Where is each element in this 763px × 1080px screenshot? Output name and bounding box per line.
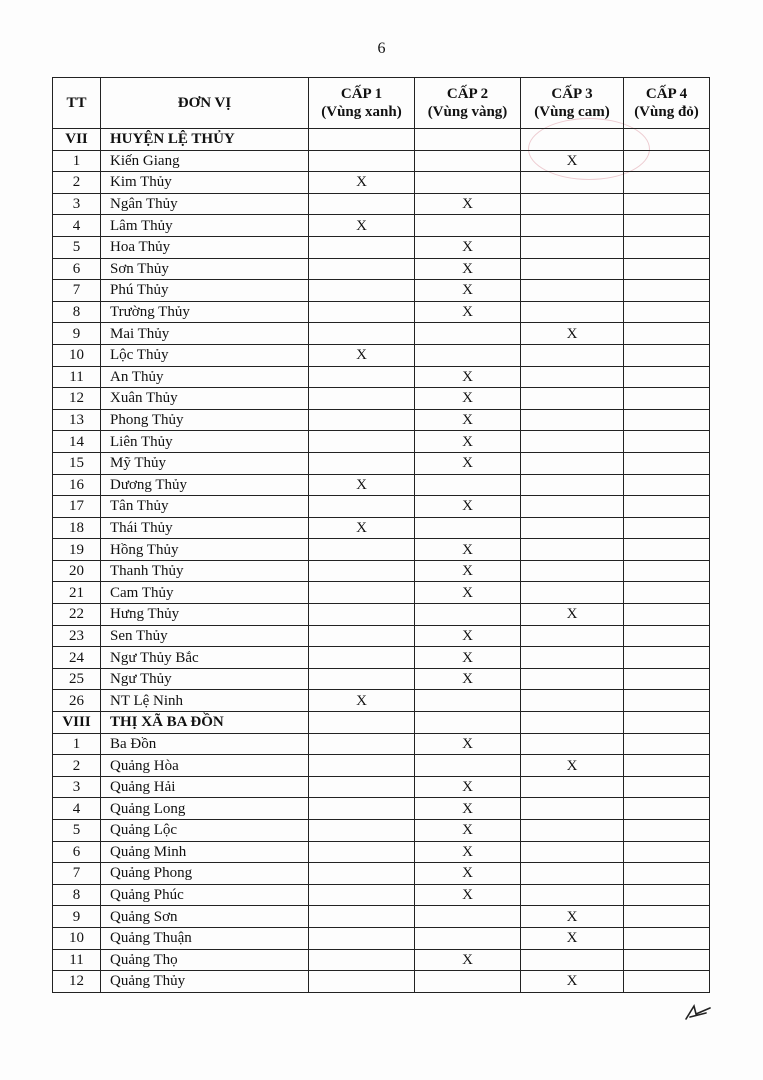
level-2-cell: [415, 474, 521, 496]
level-3-cell: [521, 517, 624, 539]
unit-name: Quảng Long: [101, 798, 309, 820]
level-3-cell: [521, 625, 624, 647]
level-2-cell: X: [415, 388, 521, 410]
table-row: [53, 668, 710, 690]
table-row: [53, 971, 710, 993]
table-row: [53, 150, 710, 172]
table-row: [53, 733, 710, 755]
level-1-cell: [309, 582, 415, 604]
level-3-cell: [521, 172, 624, 194]
level-4-cell: [624, 668, 710, 690]
table-row: [53, 236, 710, 258]
level-4-cell: [624, 841, 710, 863]
header-level-4-sub: (Vùng đỏ): [634, 104, 699, 120]
level-4-cell: [624, 625, 710, 647]
unit-name: Quảng Thủy: [101, 971, 309, 993]
row-number: 6: [53, 258, 101, 280]
level-1-cell: [309, 560, 415, 582]
level-1-cell: [309, 129, 415, 151]
level-2-cell: [415, 690, 521, 712]
table-body: [53, 129, 710, 993]
level-2-cell: X: [415, 258, 521, 280]
level-3-cell: X: [521, 150, 624, 172]
header-level-1-title: CẤP 1: [340, 86, 383, 102]
row-number: 1: [53, 733, 101, 755]
row-number: 6: [53, 841, 101, 863]
row-number: 9: [53, 323, 101, 345]
level-4-cell: [624, 690, 710, 712]
row-number: 23: [53, 625, 101, 647]
row-number: 2: [53, 172, 101, 194]
level-1-cell: [309, 820, 415, 842]
unit-name: Ngư Thủy: [101, 668, 309, 690]
level-1-cell: [309, 949, 415, 971]
level-4-cell: [624, 776, 710, 798]
level-4-cell: [624, 906, 710, 928]
level-2-cell: X: [415, 280, 521, 302]
table-row: [53, 301, 710, 323]
unit-name: Quảng Thuận: [101, 927, 309, 949]
unit-name: Trường Thủy: [101, 301, 309, 323]
section-row: [53, 712, 710, 734]
unit-name: Hồng Thủy: [101, 539, 309, 561]
level-3-cell: [521, 776, 624, 798]
level-4-cell: [624, 949, 710, 971]
unit-name: NT Lệ Ninh: [101, 690, 309, 712]
level-3-cell: [521, 431, 624, 453]
header-level-2-title: CẤP 2: [446, 86, 489, 102]
table-row: [53, 841, 710, 863]
level-4-cell: [624, 884, 710, 906]
level-4-cell: [624, 582, 710, 604]
unit-name: Tân Thủy: [101, 496, 309, 518]
level-3-cell: [521, 884, 624, 906]
unit-name: Mỹ Thủy: [101, 452, 309, 474]
level-4-cell: [624, 129, 710, 151]
unit-name: Thái Thủy: [101, 517, 309, 539]
level-3-cell: [521, 949, 624, 971]
header-level-3-sub: (Vùng cam): [534, 104, 610, 120]
level-3-cell: [521, 474, 624, 496]
level-2-cell: [415, 150, 521, 172]
level-4-cell: [624, 517, 710, 539]
level-1-cell: [309, 668, 415, 690]
level-1-cell: [309, 280, 415, 302]
level-1-cell: [309, 323, 415, 345]
header-level-4: [624, 78, 710, 129]
table-row: [53, 776, 710, 798]
level-1-cell: [309, 604, 415, 626]
level-4-cell: [624, 323, 710, 345]
level-3-cell: [521, 582, 624, 604]
row-number: 14: [53, 431, 101, 453]
section-row: [53, 129, 710, 151]
level-3-cell: [521, 366, 624, 388]
level-1-cell: [309, 236, 415, 258]
unit-name: Phong Thủy: [101, 409, 309, 431]
level-4-cell: [624, 258, 710, 280]
header-level-2: [415, 78, 521, 129]
table-row: [53, 604, 710, 626]
table-row: [53, 366, 710, 388]
level-4-cell: [624, 560, 710, 582]
unit-name: Thanh Thủy: [101, 560, 309, 582]
row-number: 11: [53, 949, 101, 971]
row-number: 1: [53, 150, 101, 172]
row-number: 21: [53, 582, 101, 604]
level-3-cell: [521, 236, 624, 258]
level-3-cell: [521, 388, 624, 410]
level-1-cell: [309, 733, 415, 755]
header-level-1: [309, 78, 415, 129]
level-3-cell: [521, 560, 624, 582]
level-4-cell: [624, 193, 710, 215]
level-1-cell: [309, 150, 415, 172]
level-1-cell: [309, 258, 415, 280]
level-3-cell: [521, 129, 624, 151]
level-3-cell: [521, 820, 624, 842]
level-2-cell: X: [415, 560, 521, 582]
level-1-cell: [309, 388, 415, 410]
unit-name: Quảng Hải: [101, 776, 309, 798]
level-2-cell: X: [415, 820, 521, 842]
row-number: 24: [53, 647, 101, 669]
table-row: [53, 582, 710, 604]
level-1-cell: [309, 539, 415, 561]
level-4-cell: [624, 971, 710, 993]
zone-level-table: [52, 77, 710, 993]
section-code: VIII: [53, 712, 101, 734]
row-number: 8: [53, 884, 101, 906]
level-3-cell: [521, 409, 624, 431]
level-4-cell: [624, 733, 710, 755]
unit-name: Liên Thủy: [101, 431, 309, 453]
row-number: 11: [53, 366, 101, 388]
level-3-cell: [521, 647, 624, 669]
unit-name: Quảng Sơn: [101, 906, 309, 928]
level-3-cell: X: [521, 971, 624, 993]
unit-name: Quảng Phong: [101, 863, 309, 885]
table-row: [53, 431, 710, 453]
unit-name: Xuân Thủy: [101, 388, 309, 410]
level-1-cell: [309, 366, 415, 388]
level-3-cell: X: [521, 323, 624, 345]
level-2-cell: [415, 712, 521, 734]
unit-name: Ba Đồn: [101, 733, 309, 755]
level-4-cell: [624, 301, 710, 323]
level-2-cell: X: [415, 949, 521, 971]
level-1-cell: [309, 301, 415, 323]
level-1-cell: X: [309, 474, 415, 496]
table-row: [53, 496, 710, 518]
unit-name: Sơn Thủy: [101, 258, 309, 280]
row-number: 20: [53, 560, 101, 582]
unit-name: Quảng Lộc: [101, 820, 309, 842]
table-row: [53, 172, 710, 194]
level-1-cell: [309, 884, 415, 906]
table-row: [53, 215, 710, 237]
unit-name: An Thủy: [101, 366, 309, 388]
level-4-cell: [624, 431, 710, 453]
level-2-cell: X: [415, 798, 521, 820]
row-number: 17: [53, 496, 101, 518]
level-1-cell: [309, 798, 415, 820]
level-4-cell: [624, 820, 710, 842]
row-number: 13: [53, 409, 101, 431]
level-4-cell: [624, 863, 710, 885]
row-number: 4: [53, 798, 101, 820]
level-4-cell: [624, 647, 710, 669]
level-2-cell: [415, 344, 521, 366]
level-2-cell: X: [415, 236, 521, 258]
level-1-cell: [309, 776, 415, 798]
unit-name: Ngân Thủy: [101, 193, 309, 215]
level-1-cell: X: [309, 215, 415, 237]
table-row: [53, 388, 710, 410]
level-2-cell: [415, 971, 521, 993]
level-2-cell: X: [415, 539, 521, 561]
unit-name: Kiến Giang: [101, 150, 309, 172]
table-row: [53, 344, 710, 366]
level-1-cell: [309, 647, 415, 669]
level-1-cell: [309, 927, 415, 949]
level-4-cell: [624, 344, 710, 366]
section-name: HUYỆN LỆ THỦY: [101, 129, 309, 151]
level-3-cell: [521, 539, 624, 561]
table-row: [53, 409, 710, 431]
level-2-cell: [415, 215, 521, 237]
row-number: 5: [53, 820, 101, 842]
header-level-1-sub: (Vùng xanh): [321, 104, 402, 120]
unit-name: Hoa Thủy: [101, 236, 309, 258]
unit-name: Sen Thủy: [101, 625, 309, 647]
table-row: [53, 647, 710, 669]
row-number: 3: [53, 776, 101, 798]
level-4-cell: [624, 927, 710, 949]
level-3-cell: X: [521, 604, 624, 626]
header-level-4-title: CẤP 4: [645, 86, 688, 102]
level-1-cell: X: [309, 344, 415, 366]
level-1-cell: [309, 625, 415, 647]
table-row: [53, 452, 710, 474]
unit-name: Quảng Thọ: [101, 949, 309, 971]
section-code: VII: [53, 129, 101, 151]
table-row: [53, 323, 710, 345]
level-4-cell: [624, 172, 710, 194]
level-2-cell: X: [415, 496, 521, 518]
level-4-cell: [624, 236, 710, 258]
row-number: 2: [53, 755, 101, 777]
unit-name: Quảng Minh: [101, 841, 309, 863]
table-row: [53, 755, 710, 777]
level-3-cell: X: [521, 755, 624, 777]
row-number: 22: [53, 604, 101, 626]
level-3-cell: [521, 841, 624, 863]
level-2-cell: X: [415, 668, 521, 690]
unit-name: Phú Thủy: [101, 280, 309, 302]
row-number: 18: [53, 517, 101, 539]
level-4-cell: [624, 452, 710, 474]
level-3-cell: [521, 712, 624, 734]
unit-name: Lâm Thủy: [101, 215, 309, 237]
unit-name: Lộc Thủy: [101, 344, 309, 366]
table-row: [53, 625, 710, 647]
table-row: [53, 193, 710, 215]
row-number: 4: [53, 215, 101, 237]
level-4-cell: [624, 150, 710, 172]
unit-name: Kim Thủy: [101, 172, 309, 194]
level-2-cell: X: [415, 452, 521, 474]
level-3-cell: [521, 344, 624, 366]
unit-name: Hưng Thủy: [101, 604, 309, 626]
level-2-cell: [415, 517, 521, 539]
table-row: [53, 560, 710, 582]
table-row: [53, 927, 710, 949]
level-3-cell: [521, 733, 624, 755]
level-1-cell: [309, 496, 415, 518]
table-row: [53, 690, 710, 712]
level-3-cell: [521, 690, 624, 712]
level-4-cell: [624, 280, 710, 302]
level-2-cell: X: [415, 409, 521, 431]
row-number: 12: [53, 971, 101, 993]
level-1-cell: [309, 755, 415, 777]
row-number: 12: [53, 388, 101, 410]
level-4-cell: [624, 755, 710, 777]
unit-name: Dương Thủy: [101, 474, 309, 496]
level-2-cell: [415, 172, 521, 194]
header-level-3-title: CẤP 3: [551, 86, 593, 102]
level-2-cell: X: [415, 733, 521, 755]
level-3-cell: X: [521, 906, 624, 928]
header-level-2-sub: (Vùng vàng): [427, 104, 508, 120]
unit-name: Cam Thủy: [101, 582, 309, 604]
level-3-cell: [521, 280, 624, 302]
level-2-cell: [415, 755, 521, 777]
table-row: [53, 906, 710, 928]
signature-mark: [684, 1000, 712, 1022]
row-number: 15: [53, 452, 101, 474]
level-2-cell: X: [415, 301, 521, 323]
header-tt: TT: [53, 78, 101, 129]
row-number: 7: [53, 280, 101, 302]
level-4-cell: [624, 366, 710, 388]
level-4-cell: [624, 604, 710, 626]
level-3-cell: [521, 193, 624, 215]
level-4-cell: [624, 539, 710, 561]
level-2-cell: X: [415, 884, 521, 906]
level-2-cell: X: [415, 863, 521, 885]
section-name: THỊ XÃ BA ĐỒN: [101, 712, 309, 734]
row-number: 3: [53, 193, 101, 215]
level-1-cell: [309, 863, 415, 885]
level-1-cell: [309, 431, 415, 453]
level-4-cell: [624, 798, 710, 820]
level-2-cell: X: [415, 841, 521, 863]
level-2-cell: [415, 129, 521, 151]
level-2-cell: X: [415, 776, 521, 798]
level-3-cell: [521, 863, 624, 885]
row-number: 16: [53, 474, 101, 496]
header-level-3: [521, 78, 624, 129]
table-row: [53, 517, 710, 539]
level-1-cell: X: [309, 690, 415, 712]
level-3-cell: [521, 668, 624, 690]
level-1-cell: [309, 906, 415, 928]
row-number: 5: [53, 236, 101, 258]
level-2-cell: [415, 906, 521, 928]
table-row: [53, 258, 710, 280]
page-number: 6: [377, 40, 386, 57]
level-3-cell: [521, 258, 624, 280]
level-2-cell: X: [415, 193, 521, 215]
unit-name: Ngư Thủy Bắc: [101, 647, 309, 669]
row-number: 25: [53, 668, 101, 690]
table-row: [53, 949, 710, 971]
row-number: 10: [53, 927, 101, 949]
table-header-row: [53, 78, 710, 129]
row-number: 19: [53, 539, 101, 561]
level-3-cell: [521, 301, 624, 323]
level-2-cell: X: [415, 582, 521, 604]
level-1-cell: [309, 409, 415, 431]
row-number: 9: [53, 906, 101, 928]
level-4-cell: [624, 215, 710, 237]
table-row: [53, 539, 710, 561]
row-number: 7: [53, 863, 101, 885]
level-1-cell: [309, 193, 415, 215]
table-row: [53, 474, 710, 496]
header-unit: ĐƠN VỊ: [101, 78, 309, 129]
level-2-cell: X: [415, 366, 521, 388]
row-number: 10: [53, 344, 101, 366]
level-1-cell: [309, 712, 415, 734]
level-1-cell: [309, 452, 415, 474]
table-row: [53, 820, 710, 842]
table-row: [53, 863, 710, 885]
level-3-cell: [521, 452, 624, 474]
level-2-cell: [415, 604, 521, 626]
level-3-cell: X: [521, 927, 624, 949]
level-1-cell: [309, 841, 415, 863]
table-row: [53, 884, 710, 906]
unit-name: Quảng Phúc: [101, 884, 309, 906]
level-1-cell: X: [309, 517, 415, 539]
level-4-cell: [624, 388, 710, 410]
row-number: 26: [53, 690, 101, 712]
level-4-cell: [624, 474, 710, 496]
row-number: 8: [53, 301, 101, 323]
level-2-cell: [415, 927, 521, 949]
unit-name: Quảng Hòa: [101, 755, 309, 777]
level-2-cell: X: [415, 625, 521, 647]
level-3-cell: [521, 215, 624, 237]
level-4-cell: [624, 496, 710, 518]
level-2-cell: [415, 323, 521, 345]
level-2-cell: X: [415, 647, 521, 669]
level-1-cell: X: [309, 172, 415, 194]
unit-name: Mai Thủy: [101, 323, 309, 345]
level-2-cell: X: [415, 431, 521, 453]
level-3-cell: [521, 496, 624, 518]
level-4-cell: [624, 712, 710, 734]
table-row: [53, 280, 710, 302]
table-row: [53, 798, 710, 820]
level-4-cell: [624, 409, 710, 431]
level-1-cell: [309, 971, 415, 993]
level-3-cell: [521, 798, 624, 820]
